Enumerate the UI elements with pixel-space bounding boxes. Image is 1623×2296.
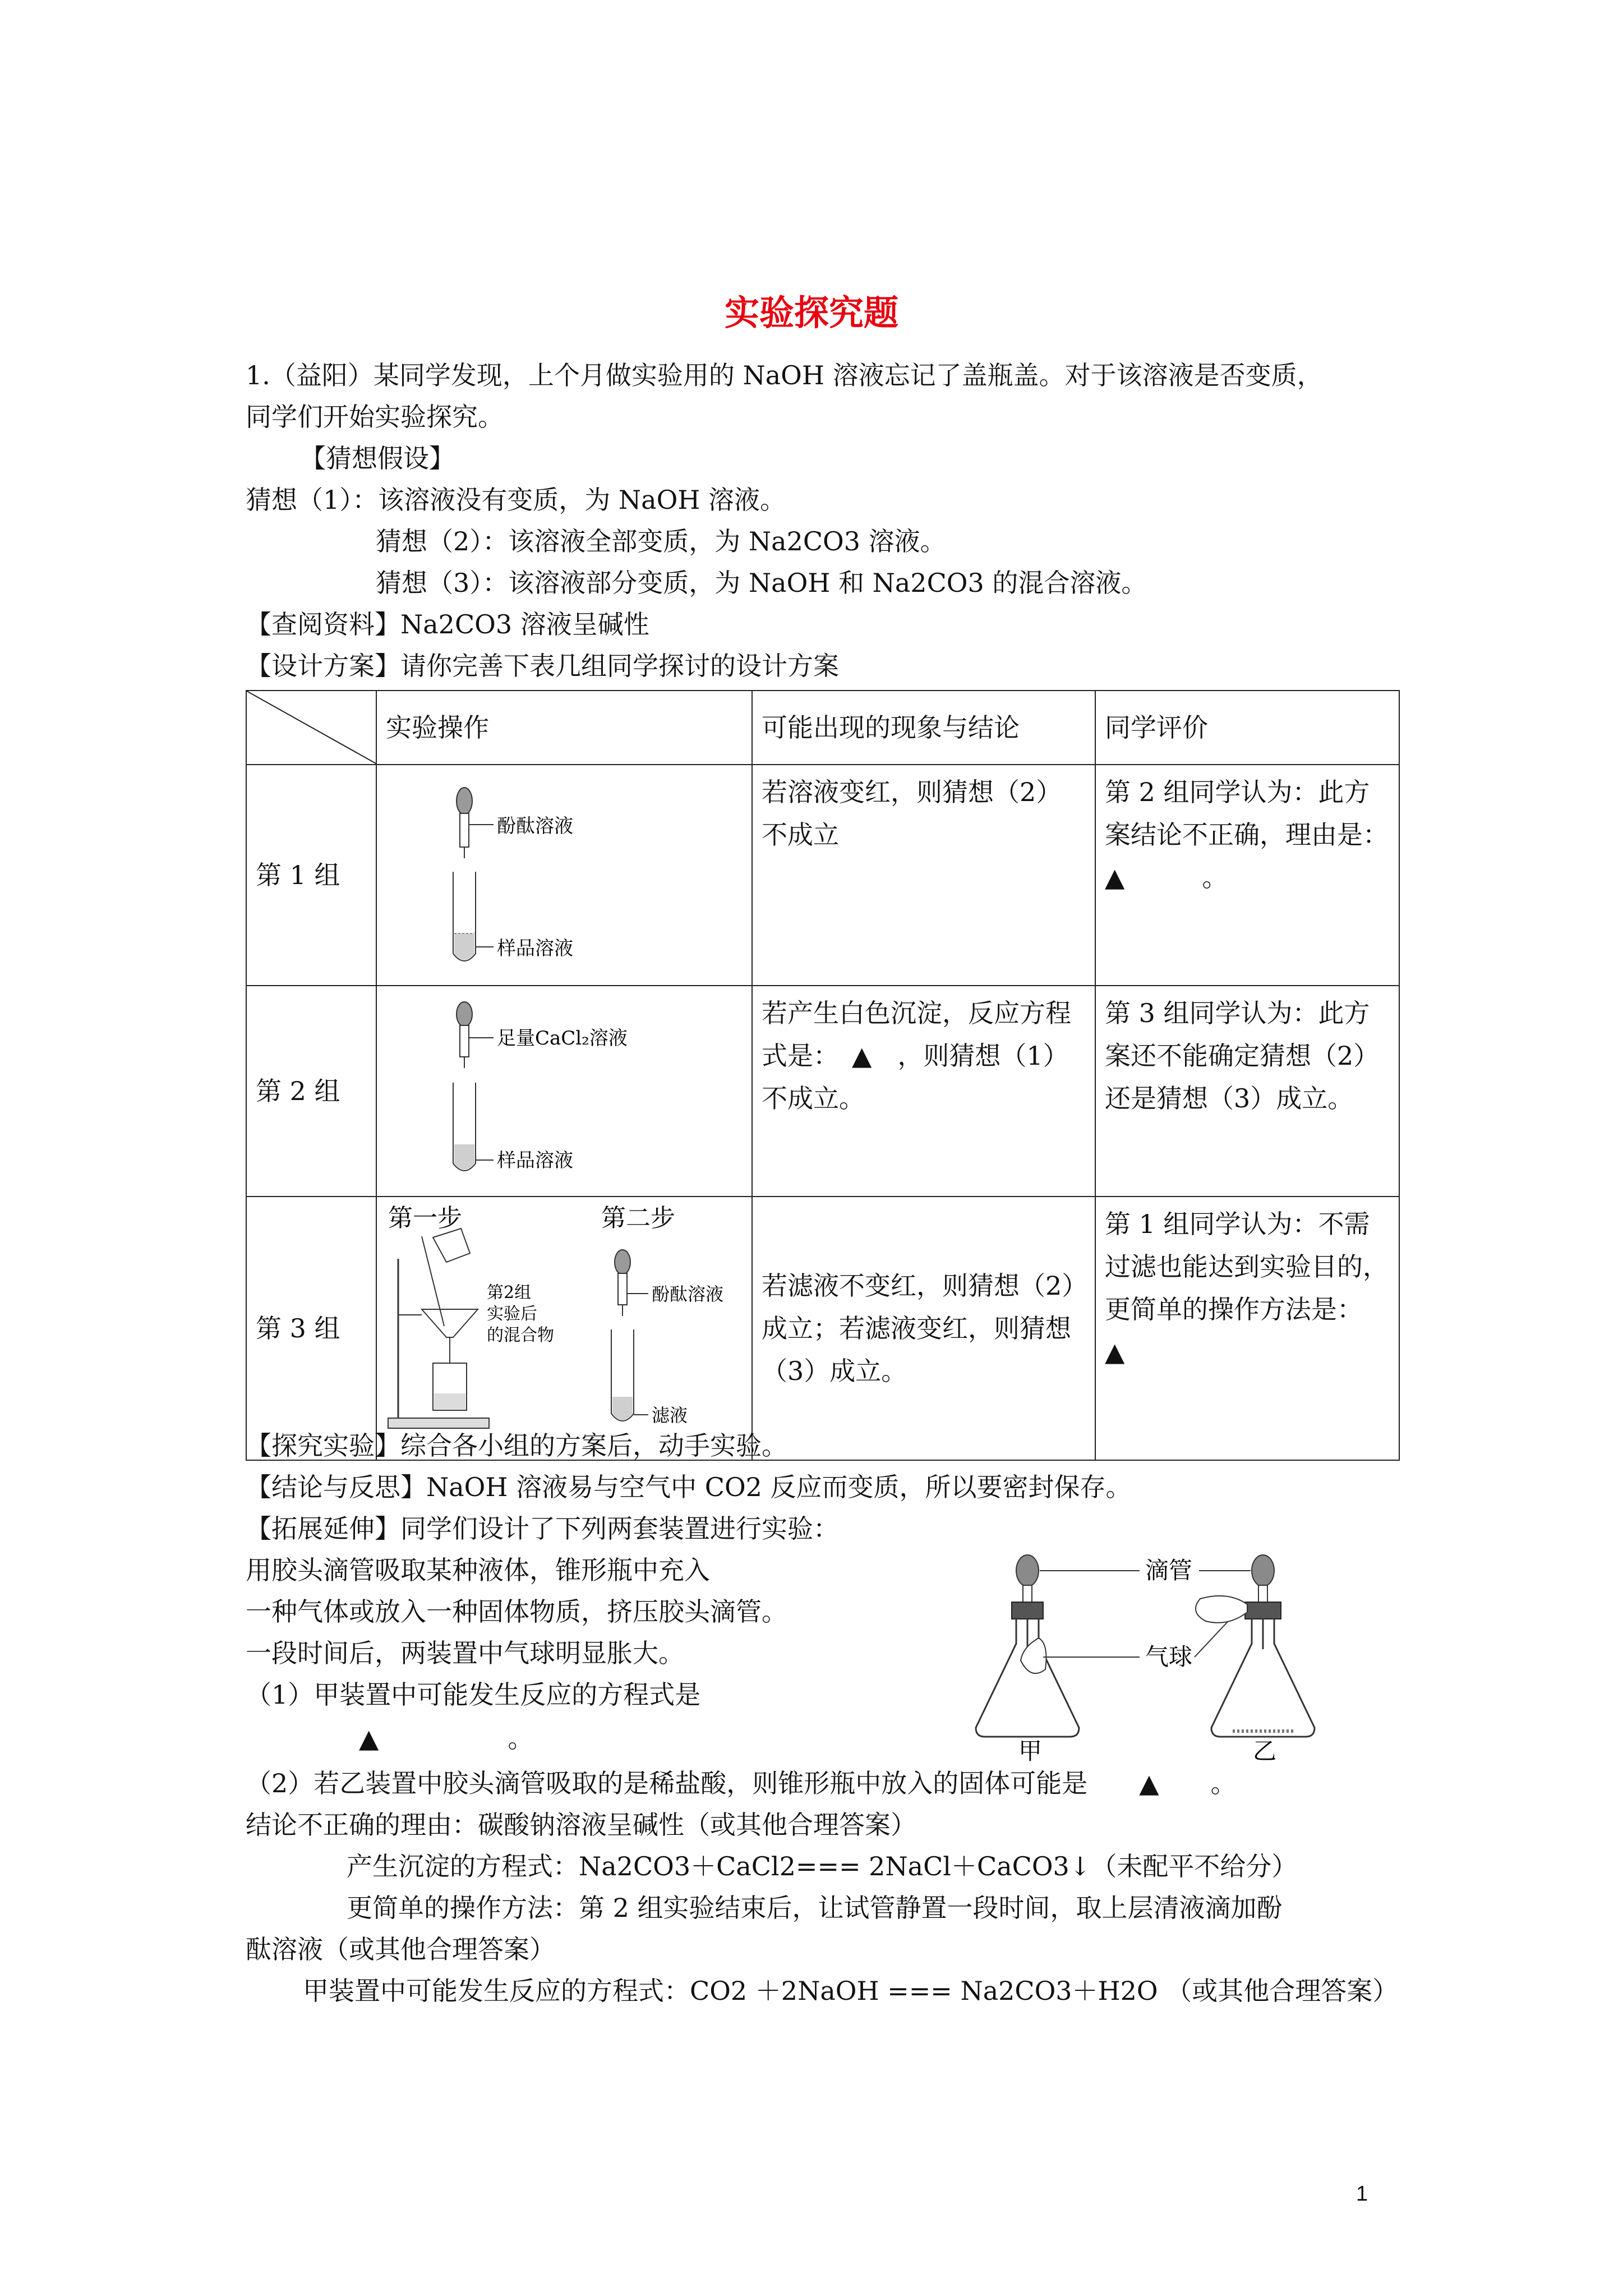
dropper-icon: [457, 788, 472, 858]
test-tube-icon: [453, 872, 476, 961]
group-2-apparatus: [377, 986, 753, 1184]
phenomenon-group-1: 若溶液变红，则猜想（2）不成立: [752, 765, 1095, 986]
phenomenon-group-3: 若滤液不变红，则猜想（2）成立；若滤液变红，则猜想（3）成立。: [752, 1197, 1095, 1460]
answer-blank: ▲ 。: [1105, 862, 1228, 892]
info-line: 【查阅资料】Na2CO3 溶液呈碱性: [246, 609, 649, 639]
page-number: 1: [1356, 2182, 1368, 2206]
dropper-icon: [457, 1002, 472, 1068]
answer-3: 更简单的操作方法：第 2 组实验结束后，让试管静置一段时间，取上层清液滴加酚: [347, 1893, 1283, 1923]
extend-desc-1: 用胶头滴管吸取某种液体，锥形瓶中充入: [246, 1555, 710, 1585]
step-1-label: 第一步: [388, 1204, 462, 1232]
answer-2: 产生沉淀的方程式：Na2CO3＋CaCl2=== 2NaCl＋CaCO3↓（未配平不给分）: [347, 1851, 1298, 1881]
test-tube-icon: [611, 1329, 634, 1421]
evaluation-text: 第 2 组同学认为：此方案结论不正确，理由是：: [1105, 777, 1389, 850]
extend-desc-3: 一段时间后，两装置中气球明显胀大。: [246, 1638, 684, 1668]
header-evaluation: 同学评价: [1095, 691, 1399, 765]
design-line: 【设计方案】请你完善下表几组同学探讨的设计方案: [246, 651, 839, 681]
label-yi: 乙: [1253, 1737, 1277, 1761]
question-line-1: 1.（益阳）某同学发现，上个月做实验用的 NaOH 溶液忘记了盖瓶盖。对于该溶液是否变质，: [246, 360, 1323, 390]
filter-stand-icon: [388, 1228, 489, 1428]
group-1-apparatus: [377, 765, 753, 973]
test-tube-icon: [453, 1083, 476, 1171]
guess-header: 【猜想假设】: [300, 443, 455, 473]
evaluation-group-2: 第 3 组同学认为：此方案还不能确定猜想（2）还是猜想（3）成立。: [1095, 986, 1399, 1197]
answer-4: 酞溶液（或其他合理答案）: [246, 1934, 555, 1964]
label-jia: 甲: [1018, 1737, 1043, 1761]
row-label-group-2: 第 2 组: [246, 986, 376, 1197]
row-label-group-3: 第 3 组: [246, 1197, 376, 1460]
dropper-label: 酚酞溶液: [497, 815, 573, 838]
group-1-apparatus-cell: [376, 765, 752, 986]
tube-label: 滤液: [652, 1405, 688, 1426]
guess-3: 猜想（3）：该溶液部分变质，为 NaOH 和 Na2CO3 的混合溶液。: [376, 568, 1147, 598]
step-2-label: 第二步: [601, 1204, 675, 1232]
dropper-icon: [615, 1250, 630, 1316]
evaluation-text: 第 1 组同学认为：不需过滤也能达到实验目的，更简单的操作方法是：: [1105, 1209, 1389, 1324]
extend-line: 【拓展延伸】同学们设计了下列两套装置进行实验：: [246, 1513, 839, 1544]
page-title: 实验探究题: [724, 292, 898, 333]
diagonal-line: [247, 691, 377, 764]
label-balloon: 气球: [1145, 1643, 1193, 1671]
evaluation-group-1: [1095, 765, 1399, 986]
flask-yi-icon: [1196, 1555, 1315, 1737]
extend-desc-2: 一种气体或放入一种固体物质，挤压胶头滴管。: [246, 1596, 787, 1627]
answer-5: 甲装置中可能发生反应的方程式：CO2 ＋2NaOH === Na2CO3＋H2O （或其他合理答案）: [303, 1976, 1399, 2006]
mix-label-2: 实验后: [487, 1304, 537, 1324]
phenomenon-group-2: 若产生白色沉淀，反应方程式是： ▲ ，则猜想（1）不成立。: [752, 986, 1095, 1197]
guess-1: 猜想（1）：该溶液没有变质，为 NaOH 溶液。: [246, 485, 786, 515]
question-1: （1）甲装置中可能发生反应的方程式是: [246, 1680, 701, 1710]
row-label-group-1: 第 1 组: [246, 765, 376, 986]
flask-apparatus-figure: [965, 1537, 1413, 1761]
flask-jia-icon: [976, 1555, 1079, 1737]
mix-label-3: 的混合物: [487, 1326, 554, 1345]
tube-label: 样品溶液: [497, 937, 573, 960]
group-3-apparatus-cell: [376, 1197, 752, 1460]
question-1-blank: ▲ 。: [359, 1723, 534, 1754]
group-2-apparatus-cell: [376, 986, 752, 1197]
answer-blank: ▲: [1105, 1337, 1125, 1367]
label-dropper: 滴管: [1145, 1557, 1193, 1584]
question-2: （2）若乙装置中胶头滴管吸取的是稀盐酸，则锥形瓶中放入的固体可能是 ▲ 。: [246, 1768, 1237, 1798]
mix-label-1: 第2组: [487, 1283, 532, 1303]
diagonal-header-cell: [246, 691, 376, 765]
dropper-label: 足量CaCl₂溶液: [497, 1027, 628, 1050]
answer-1: 结论不正确的理由：碳酸钠溶液呈碱性（或其他合理答案）: [246, 1810, 916, 1840]
evaluation-group-3: [1095, 1197, 1399, 1460]
group-3-apparatus: [377, 1197, 753, 1447]
tube-label: 样品溶液: [497, 1149, 573, 1172]
explore-line: 【探究实验】综合各小组的方案后，动手实验。: [246, 1430, 787, 1461]
guess-2: 猜想（2）：该溶液全部变质，为 Na2CO3 溶液。: [376, 526, 946, 556]
conclusion-line: 【结论与反思】NaOH 溶液易与空气中 CO2 反应而变质，所以要密封保存。: [246, 1472, 1132, 1502]
dropper-label: 酚酞溶液: [652, 1283, 724, 1305]
header-operation: 实验操作: [376, 691, 752, 765]
question-line-2: 同学们开始实验探究。: [246, 402, 504, 432]
header-phenomenon: 可能出现的现象与结论: [752, 691, 1095, 765]
design-table: [246, 690, 1400, 1461]
